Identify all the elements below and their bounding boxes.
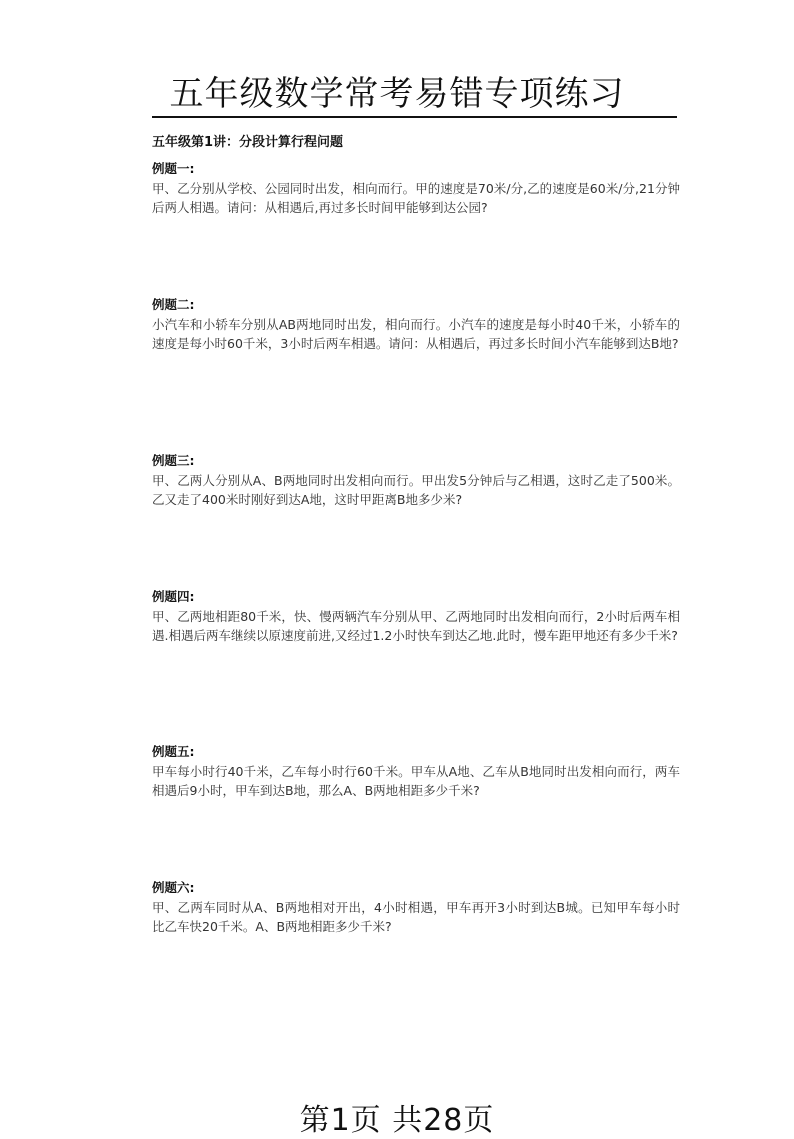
problem-3 bbox=[152, 452, 680, 509]
problem-text: 甲、乙分别从学校、公园同时出发，相向而行。甲的速度是70米/分,乙的速度是60米/分,21分钟后两人相遇。请问：从相遇后,再过多长时间甲能够到达公园? bbox=[152, 181, 680, 215]
problem-text: 甲车每小时行40千米，乙车每小时行60千米。甲车从A地、乙车从B地同时出发相向而行，两车相遇后9小时，甲车到达B地，那么A、B两地相距多少千米? bbox=[152, 764, 680, 798]
problem-label: 例题二: bbox=[152, 297, 195, 312]
problem-label: 例题四: bbox=[152, 589, 195, 604]
problem-label: 例题三: bbox=[152, 453, 195, 468]
problem-1 bbox=[152, 160, 680, 217]
problem-text: 小汽车和小轿车分别从AB两地同时出发，相向而行。小汽车的速度是每小时40千米，小轿车的速度是每小时60千米，3小时后两车相遇。请问：从相遇后，再过多长时间小汽车能够到达B地? bbox=[152, 317, 680, 351]
title-divider bbox=[152, 116, 677, 118]
problem-5 bbox=[152, 743, 680, 800]
problem-text: 甲、乙两人分别从A、B两地同时出发相向而行。甲出发5分钟后与乙相遇，这时乙走了500米。乙又走了400米时刚好到达A地，这时甲距离B地多少米? bbox=[152, 473, 680, 507]
problem-2 bbox=[152, 296, 680, 353]
lesson-heading: 五年级第1讲：分段计算行程问题 bbox=[152, 135, 344, 150]
document-title: 五年级数学常考易错专项练习 bbox=[169, 74, 625, 114]
problem-label: 例题一: bbox=[152, 161, 195, 176]
problem-label: 例题五: bbox=[152, 744, 195, 759]
problem-label: 例题六: bbox=[152, 880, 195, 895]
problem-4 bbox=[152, 588, 680, 645]
problem-text: 甲、乙两车同时从A、B两地相对开出，4小时相遇，甲车再开3小时到达B城。已知甲车每小时比乙车快20千米。A、B两地相距多少千米? bbox=[152, 900, 680, 934]
problem-6 bbox=[152, 879, 680, 936]
problem-text: 甲、乙两地相距80千米，快、慢两辆汽车分别从甲、乙两地同时出发相向而行，2小时后两车相遇.相遇后两车继续以原速度前进,又经过1.2小时快车到达乙地.此时，慢车距甲地还有多少千米? bbox=[152, 609, 680, 643]
page-footer: 第1页 共28页 bbox=[299, 1103, 495, 1138]
